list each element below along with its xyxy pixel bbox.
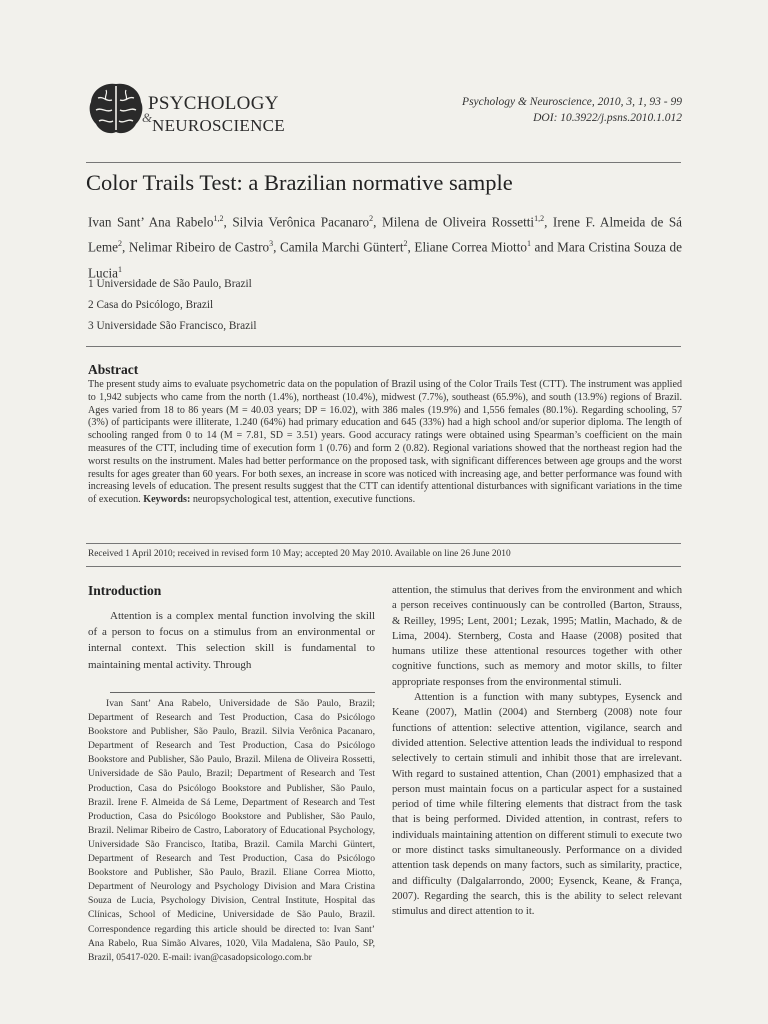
footnote-rule (110, 692, 375, 693)
author-footnote: Ivan Sant’ Ana Rabelo, Universidade de São Paulo, Brazil; Department of Research and Test Production, Casa do Psicólogo Bookstore and Publisher, São Paulo, Brazil. Silvia Verônica Pacanaro, Department of Research and Test Production, Casa do Psicólogo Bookstore and Publisher, São Paulo, Brazil. Milena de Oliveira Rossetti, Universidade de São Paulo, Brazil; Department of Research and Test Production, Casa do Psicólogo Bookstore and Publisher, São Paulo, Brazil. Irene F. Almeida de Sá Leme, Department of Research and Test Production, Casa do Psicólogo Bookstore and Publisher, São Paulo, Brazil. Nelimar Ribeiro de Castro, Laboratory of Educational Psychology, Universidade São Francisco, Itatiba, Brazil. Camila Marchi Güntert, Department of Research and Test Production, Casa do Psicólogo Bookstore and Publisher, São Paulo, Brazil. Eliane Correa Miotto, Department of Neurology and Psychology Division and Mara Cristina Souza de Lucia, Psychology Division, Central Institute, Hospital das Clínicas, School of Medicine, Universidade de São Paulo, Brazil. Correspondence regarding this article should be directed to: Ivan Sant’ Ana Rabelo, Rua Simão Alvares, 1020, Vila Madalena, São Paulo, SP, Brazil, 05417-020. E-mail: ivan@casadopsicologo.com.br (88, 698, 375, 963)
logo-ampersand: & (142, 110, 153, 125)
received-rule (86, 566, 681, 567)
author-name: Mara Cristina Souza de Lucia (88, 239, 682, 281)
abstract-body (88, 379, 682, 507)
affiliation-1: 1 Universidade de São Paulo, Brazil (88, 278, 252, 290)
intro-paragraph-3: Attention is a function with many subtypes, Eysenck and Keane (2007), Matlin (2004) and Sternberg (2008) note four functions of attention: selective attention, vigilance, search and divided attention. Selective attention leads the individual to respond selectively to certain stimuli and inhibit those that are irrelevant. With regard to sustained attention, Chan (2001) emphasized that a person must maintain focus on a particular aspect for a sustained period of time while filtering elements that distract from the task that is being performed. Divided attention, in contrast, refers to individuals maintaining attention on different stimuli to execute two or more distinct tasks simultaneously. Performance on a divided attention task depends on many factors, such as similarity, practice, and difficulty (Dalgalarrondo, 2000; Eysenck, Keane, & França, 2007). Regarding the search, this is the ability to select relevant stimulus and direct attention to it. (392, 692, 682, 918)
abstract-heading: Abstract (88, 362, 139, 377)
logo-word-neuroscience: NEUROSCIENCE (152, 116, 285, 135)
intro-left-column (88, 608, 375, 673)
doi: DOI: 10.3922/j.psns.2010.1.012 (533, 112, 682, 124)
header-rule (86, 162, 681, 163)
keywords-label: Keywords: (143, 494, 191, 506)
author-list (88, 208, 682, 284)
author-name: Camila Marchi Güntert (280, 239, 404, 255)
author-separator: , (122, 239, 129, 255)
journal-logo (86, 80, 296, 140)
author-affiliation-marker: 1 (118, 264, 123, 274)
author-affiliation-marker: 1,2 (534, 214, 545, 223)
author-affiliation-marker: 1 (526, 239, 531, 249)
journal-info (462, 94, 682, 126)
author-affiliation-marker: 2 (369, 214, 374, 223)
introduction-heading: Introduction (88, 583, 162, 598)
brain-logo-icon (86, 80, 146, 138)
intro-right-column (392, 583, 682, 920)
author-affiliation-marker: 2 (403, 239, 408, 249)
author-separator: , (407, 239, 415, 255)
author-separator: , (373, 214, 382, 230)
intro-paragraph-2: attention, the stimulus that derives from the environment and which a person receives continuously can be controlled (Barton, Strauss, & Reilley, 1995; Lent, 2001; Lezak, 1995; Matlin, Machado, & de Lima, 2004). Sternberg, Costa and Haase (2008) posited that humans utilize these attentional resources together with other cognitive functions, such as memory and motor skills, to filter appropriate responses from the environmental stimuli. (392, 585, 682, 688)
author-name: Nelimar Ribeiro de Castro (128, 239, 270, 255)
author-name: Eliane Correa Miotto (414, 239, 527, 255)
author-affiliation-marker: 1,2 (213, 214, 224, 223)
author-separator: , (223, 214, 233, 230)
author-separator: , (544, 214, 553, 230)
abstract-rule (86, 543, 681, 544)
author-separator: , (273, 239, 280, 255)
author-separator: and (530, 239, 558, 255)
logo-word-psychology: PSYCHOLOGY (148, 93, 279, 114)
author-affiliation-marker: 2 (118, 239, 123, 249)
author-name: Milena de Oliveira Rossetti (381, 214, 535, 230)
article-title: Color Trails Test: a Brazilian normative sample (86, 170, 513, 195)
author-name: Ivan Sant’ Ana Rabelo (88, 214, 214, 230)
intro-paragraph-1: Attention is a complex mental function involving the skill of a person to focus on a stimulus from an environmental or internal context. This selection skill is fundamental to maintaining mental activity. Through (88, 610, 375, 671)
journal-citation: Psychology & Neuroscience, 2010, 3, 1, 93 - 99 (462, 96, 682, 108)
author-name: Silvia Verônica Pacanaro (232, 214, 370, 230)
author-affiliation-marker: 3 (269, 239, 274, 249)
author-name: Irene F. Almeida de Sá Leme (88, 214, 683, 255)
keywords: neuropsychological test, attention, executive functions. (190, 494, 416, 506)
affiliation-rule (86, 346, 681, 347)
abstract-text: The present study aims to evaluate psychometric data on the population of Brazil using of the Color Trails Test (CTT). The instrument was applied to 1,942 subjects who came from the north (1.4%), northeast (10.4%), midwest (7.7%), southeast (65.9%), and south (13.9%) regions of Brazil. Ages varied from 18 to 86 years (M = 40.03 years; DP = 16.02), with 386 males (19.9%) and 1,556 females (80.1%). Regarding schooling, 57 (3%) of participants were illiterate, 1.240 (64%) had primary education and 645 (33%) had a high school and/or superior diploma. The length of schooling ranged from 0 to 14 (M = 7.81, SD = 3.51) years. Good accuracy ratings were obtained using Spearman’s coefficient on the main measures of the CTT, including time of execution form 1 (0.76) and form 2 (0.82). Regional variations showed that the northeast region had the worst results on the instrument. Males had better performance on the proposed task, with significant differences between age groups and the worst results for ages greater than 60 years. For both sexes, an increase in score was noticed with increasing age, and better performance was found with increasing levels of education. The present results suggest that the CTT can identify attentional disturbances with significant variations in the time of execution. (88, 379, 682, 506)
received-dates: Received 1 April 2010; received in revised form 10 May; accepted 20 May 2010. Available on line 26 June 2010 (88, 549, 511, 559)
affiliation-2: 2 Casa do Psicólogo, Brazil (88, 299, 214, 311)
affiliation-3: 3 Universidade São Francisco, Brazil (88, 320, 257, 332)
